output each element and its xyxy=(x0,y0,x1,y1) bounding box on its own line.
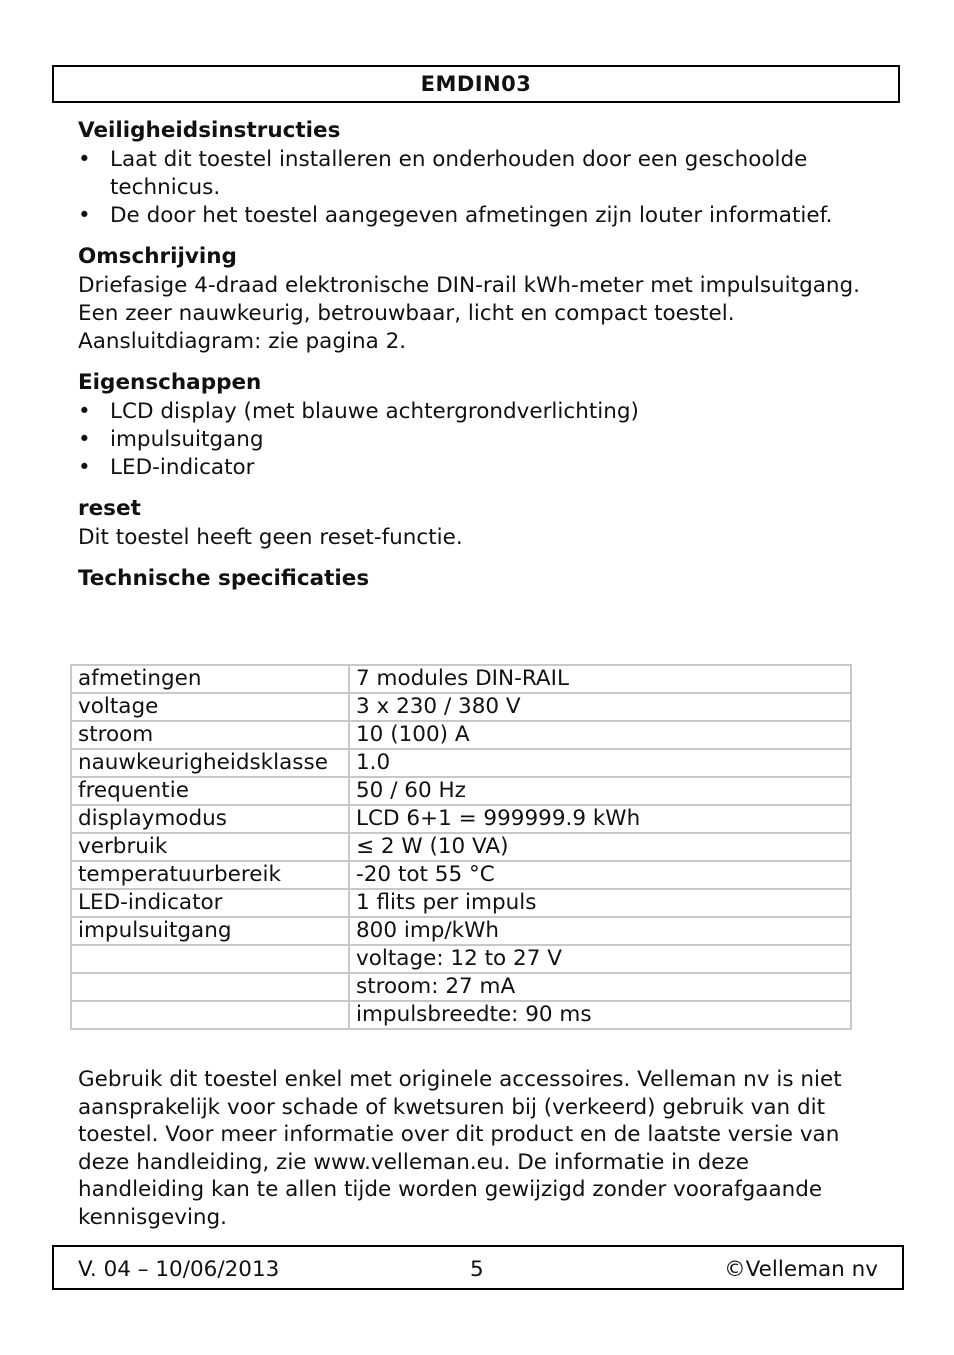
version-label: V. 04 – 10/06/2013 xyxy=(78,1257,280,1282)
safety-list xyxy=(78,146,868,230)
table-row: impulsuitgang 800 imp/kWh xyxy=(71,917,851,945)
table-row: temperatuurbereik -20 tot 55 °C xyxy=(71,861,851,889)
list-item: • LCD display (met blauwe achtergrondverlichting) xyxy=(78,399,639,424)
main-content xyxy=(78,116,868,594)
specs-heading: Technische specificaties xyxy=(78,566,370,591)
list-item: • Laat dit toestel installeren en onderhouden door een geschoolde technicus. xyxy=(78,147,808,200)
list-item: • LED-indicator xyxy=(78,455,255,480)
disclaimer-text: Gebruik dit toestel enkel met originele accessoires. Velleman nv is niet aansprakelijk voor schade of kwetsuren bij (verkeerd) gebruik van dit toestel. Voor meer informatie over dit product en de laatste versie van deze handleiding, zie www.velleman.eu. De informatie in deze handleiding kan te allen tijde worden gewijzigd zonder voorafgaande kennisgeving. xyxy=(78,1067,842,1230)
safety-heading: Veiligheidsinstructies xyxy=(78,118,341,143)
list-item: • impulsuitgang xyxy=(78,427,264,452)
table-row: nauwkeurigheidsklasse 1.0 xyxy=(71,749,851,777)
reset-text: Dit toestel heeft geen reset-functie. xyxy=(78,525,463,550)
features-heading: Eigenschappen xyxy=(78,370,262,395)
table-row: verbruik ≤ 2 W (10 VA) xyxy=(71,833,851,861)
table-row: afmetingen 7 modules DIN-RAIL xyxy=(71,665,851,693)
bullet-icon: • xyxy=(78,147,91,172)
bullet-icon: • xyxy=(78,203,91,228)
bullet-icon: • xyxy=(78,399,91,424)
table-row: displaymodus LCD 6+1 = 999999.9 kWh xyxy=(71,805,851,833)
table-row: voltage: 12 to 27 V xyxy=(71,945,851,973)
safety-section xyxy=(78,116,868,230)
model-title: EMDIN03 xyxy=(420,72,532,96)
document-header xyxy=(52,65,900,103)
reset-section xyxy=(78,494,868,552)
bullet-icon: • xyxy=(78,455,91,480)
page-number: 5 xyxy=(470,1257,484,1282)
copyright-label: ©Velleman nv xyxy=(724,1257,878,1282)
features-list xyxy=(78,398,868,482)
table-row: LED-indicator 1 flits per impuls xyxy=(71,889,851,917)
table-row: voltage 3 x 230 / 380 V xyxy=(71,693,851,721)
table-row: stroom 10 (100) A xyxy=(71,721,851,749)
diagram-reference: Aansluitdiagram: zie pagina 2. xyxy=(78,329,407,354)
description-section xyxy=(78,242,868,356)
specs-table xyxy=(70,664,852,1030)
description-heading: Omschrijving xyxy=(78,244,237,269)
page-footer xyxy=(52,1245,904,1290)
bullet-icon: • xyxy=(78,427,91,452)
table-row: impulsbreedte: 90 ms xyxy=(71,1001,851,1029)
features-section xyxy=(78,368,868,482)
description-text: Driefasige 4-draad elektronische DIN-rail kWh-meter met impulsuitgang. Een zeer nauwkeurig, betrouwbaar, licht en compact toestel. xyxy=(78,273,861,326)
reset-heading: reset xyxy=(78,496,141,521)
list-item: • De door het toestel aangegeven afmetingen zijn louter informatief. xyxy=(78,203,833,228)
table-row: frequentie 50 / 60 Hz xyxy=(71,777,851,805)
table-row: stroom: 27 mA xyxy=(71,973,851,1001)
